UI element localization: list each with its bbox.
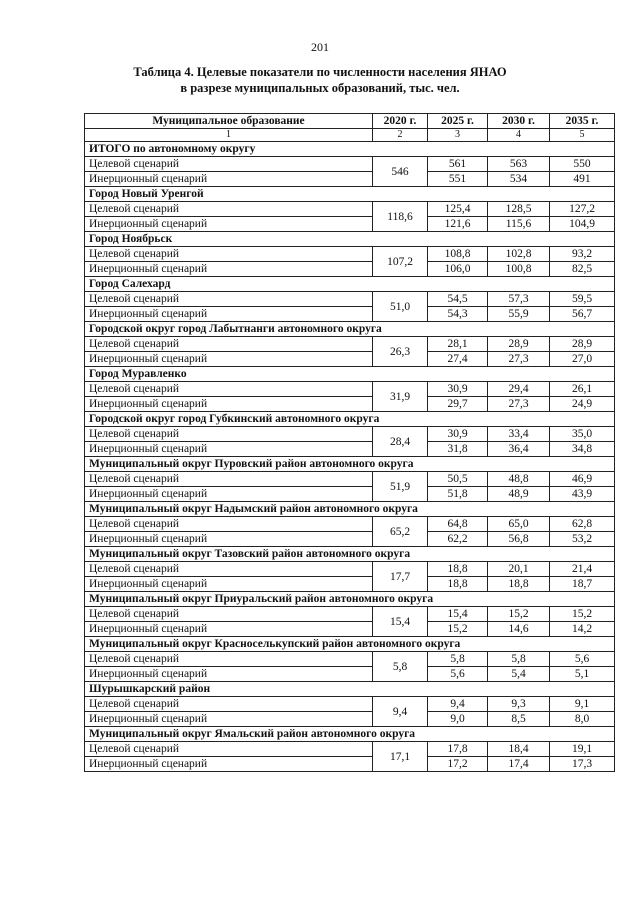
value-2025: 29,7 [428, 397, 488, 412]
section-row [85, 682, 615, 697]
value-2025: 62,2 [428, 532, 488, 547]
value-2030: 115,6 [488, 217, 550, 232]
value-2025: 64,8 [428, 517, 488, 532]
value-2035: 491 [550, 172, 615, 187]
value-2035: 14,2 [550, 622, 615, 637]
value-2020: 17,7 [373, 562, 428, 592]
value-2025: 108,8 [428, 247, 488, 262]
target-scenario-row [85, 472, 615, 487]
value-2025: 27,4 [428, 352, 488, 367]
value-2030: 8,5 [488, 712, 550, 727]
value-2035: 35,0 [550, 427, 615, 442]
value-2035: 17,3 [550, 757, 615, 772]
value-2020: 118,6 [373, 202, 428, 232]
section-name: Город Муравленко [85, 367, 615, 382]
value-2035: 53,2 [550, 532, 615, 547]
value-2030: 33,4 [488, 427, 550, 442]
column-number: 5 [550, 129, 615, 142]
scenario-label: Инерционный сценарий [85, 307, 373, 322]
value-2030: 18,4 [488, 742, 550, 757]
value-2025: 551 [428, 172, 488, 187]
value-2030: 28,9 [488, 337, 550, 352]
section-row [85, 457, 615, 472]
scenario-label: Инерционный сценарий [85, 352, 373, 367]
value-2035: 9,1 [550, 697, 615, 712]
value-2025: 31,8 [428, 442, 488, 457]
value-2025: 15,4 [428, 607, 488, 622]
section-name: Город Ноябрьск [85, 232, 615, 247]
section-name: Городской округ город Губкинский автономного округа [85, 412, 615, 427]
page-number: 201 [311, 40, 329, 54]
inertial-scenario-row [85, 622, 615, 637]
scenario-label: Целевой сценарий [85, 337, 373, 352]
section-name: ИТОГО по автономному округу [85, 142, 615, 157]
inertial-scenario-row [85, 442, 615, 457]
column-number: 3 [428, 129, 488, 142]
value-2035: 34,8 [550, 442, 615, 457]
inertial-scenario-row [85, 217, 615, 232]
column-number: 2 [373, 129, 428, 142]
value-2035: 24,9 [550, 397, 615, 412]
table-title-line-2: в разрезе муниципальных образований, тыс. чел. [180, 81, 460, 95]
target-scenario-row [85, 697, 615, 712]
header-municipality: Муниципальное образование [85, 114, 373, 129]
section-name: Муниципальный округ Ямальский район автономного округа [85, 727, 615, 742]
value-2035: 104,9 [550, 217, 615, 232]
scenario-label: Целевой сценарий [85, 382, 373, 397]
value-2035: 56,7 [550, 307, 615, 322]
inertial-scenario-row [85, 397, 615, 412]
target-scenario-row [85, 652, 615, 667]
value-2025: 9,4 [428, 697, 488, 712]
scenario-label: Инерционный сценарий [85, 397, 373, 412]
value-2030: 57,3 [488, 292, 550, 307]
section-row [85, 727, 615, 742]
inertial-scenario-row [85, 307, 615, 322]
scenario-label: Инерционный сценарий [85, 217, 373, 232]
scenario-label: Инерционный сценарий [85, 262, 373, 277]
inertial-scenario-row [85, 352, 615, 367]
scenario-label: Целевой сценарий [85, 652, 373, 667]
value-2030: 100,8 [488, 262, 550, 277]
value-2020: 107,2 [373, 247, 428, 277]
value-2025: 54,5 [428, 292, 488, 307]
value-2035: 26,1 [550, 382, 615, 397]
inertial-scenario-row [85, 532, 615, 547]
value-2020: 9,4 [373, 697, 428, 727]
section-name: Городской округ город Лабытнанги автономного округа [85, 322, 615, 337]
value-2030: 9,3 [488, 697, 550, 712]
section-name: Город Новый Уренгой [85, 187, 615, 202]
value-2035: 550 [550, 157, 615, 172]
value-2035: 82,5 [550, 262, 615, 277]
inertial-scenario-row [85, 577, 615, 592]
value-2030: 27,3 [488, 352, 550, 367]
target-scenario-row [85, 202, 615, 217]
value-2030: 20,1 [488, 562, 550, 577]
inertial-scenario-row [85, 712, 615, 727]
section-row [85, 187, 615, 202]
scenario-label: Целевой сценарий [85, 562, 373, 577]
section-name: Муниципальный округ Надымский район автономного округа [85, 502, 615, 517]
value-2025: 30,9 [428, 427, 488, 442]
value-2035: 62,8 [550, 517, 615, 532]
scenario-label: Целевой сценарий [85, 247, 373, 262]
value-2025: 561 [428, 157, 488, 172]
inertial-scenario-row [85, 172, 615, 187]
target-scenario-row [85, 337, 615, 352]
scenario-label: Инерционный сценарий [85, 757, 373, 772]
section-row [85, 502, 615, 517]
value-2035: 28,9 [550, 337, 615, 352]
target-scenario-row [85, 247, 615, 262]
value-2025: 5,8 [428, 652, 488, 667]
inertial-scenario-row [85, 667, 615, 682]
section-name: Город Салехард [85, 277, 615, 292]
target-scenario-row [85, 292, 615, 307]
section-row [85, 142, 615, 157]
value-2020: 51,0 [373, 292, 428, 322]
value-2020: 17,1 [373, 742, 428, 772]
scenario-label: Целевой сценарий [85, 202, 373, 217]
section-row [85, 367, 615, 382]
section-name: Муниципальный округ Красноселькупский район автономного округа [85, 637, 615, 652]
target-scenario-row [85, 607, 615, 622]
value-2025: 50,5 [428, 472, 488, 487]
value-2025: 5,6 [428, 667, 488, 682]
value-2030: 102,8 [488, 247, 550, 262]
population-table-container [84, 113, 614, 772]
scenario-label: Целевой сценарий [85, 517, 373, 532]
section-row [85, 547, 615, 562]
section-row [85, 592, 615, 607]
scenario-label: Целевой сценарий [85, 157, 373, 172]
scenario-label: Инерционный сценарий [85, 487, 373, 502]
value-2025: 106,0 [428, 262, 488, 277]
table-body [85, 142, 615, 772]
target-scenario-row [85, 157, 615, 172]
value-2035: 46,9 [550, 472, 615, 487]
scenario-label: Инерционный сценарий [85, 667, 373, 682]
value-2030: 65,0 [488, 517, 550, 532]
value-2025: 18,8 [428, 562, 488, 577]
value-2025: 28,1 [428, 337, 488, 352]
target-scenario-row [85, 427, 615, 442]
scenario-label: Целевой сценарий [85, 427, 373, 442]
value-2025: 54,3 [428, 307, 488, 322]
value-2025: 15,2 [428, 622, 488, 637]
section-row [85, 637, 615, 652]
value-2035: 27,0 [550, 352, 615, 367]
section-row [85, 322, 615, 337]
value-2035: 5,1 [550, 667, 615, 682]
column-number-row [85, 129, 615, 142]
table-title [0, 64, 640, 96]
scenario-label: Целевой сценарий [85, 742, 373, 757]
value-2020: 5,8 [373, 652, 428, 682]
value-2025: 17,2 [428, 757, 488, 772]
value-2030: 27,3 [488, 397, 550, 412]
value-2030: 29,4 [488, 382, 550, 397]
value-2030: 5,4 [488, 667, 550, 682]
value-2030: 14,6 [488, 622, 550, 637]
header-2030: 2030 г. [488, 114, 550, 129]
header-2020: 2020 г. [373, 114, 428, 129]
section-name: Муниципальный округ Пуровский район автономного округа [85, 457, 615, 472]
value-2030: 18,8 [488, 577, 550, 592]
section-name: Муниципальный округ Приуральский район автономного округа [85, 592, 615, 607]
value-2035: 5,6 [550, 652, 615, 667]
header-row [85, 114, 615, 129]
value-2035: 93,2 [550, 247, 615, 262]
section-name: Муниципальный округ Тазовский район автономного округа [85, 547, 615, 562]
value-2025: 30,9 [428, 382, 488, 397]
value-2035: 8,0 [550, 712, 615, 727]
value-2025: 125,4 [428, 202, 488, 217]
value-2030: 55,9 [488, 307, 550, 322]
value-2035: 59,5 [550, 292, 615, 307]
value-2030: 534 [488, 172, 550, 187]
inertial-scenario-row [85, 487, 615, 502]
column-number: 4 [488, 129, 550, 142]
value-2025: 51,8 [428, 487, 488, 502]
value-2030: 48,8 [488, 472, 550, 487]
value-2020: 15,4 [373, 607, 428, 637]
value-2030: 56,8 [488, 532, 550, 547]
value-2020: 546 [373, 157, 428, 187]
section-row [85, 412, 615, 427]
value-2030: 128,5 [488, 202, 550, 217]
population-table [84, 113, 615, 772]
section-name: Шурышкарский район [85, 682, 615, 697]
value-2030: 36,4 [488, 442, 550, 457]
table-title-line-1: Таблица 4. Целевые показатели по численности населения ЯНАО [133, 65, 507, 79]
value-2020: 26,3 [373, 337, 428, 367]
value-2025: 17,8 [428, 742, 488, 757]
value-2020: 28,4 [373, 427, 428, 457]
value-2035: 21,4 [550, 562, 615, 577]
header-2025: 2025 г. [428, 114, 488, 129]
target-scenario-row [85, 742, 615, 757]
target-scenario-row [85, 382, 615, 397]
scenario-label: Инерционный сценарий [85, 712, 373, 727]
column-number: 1 [85, 129, 373, 142]
value-2035: 15,2 [550, 607, 615, 622]
value-2035: 18,7 [550, 577, 615, 592]
section-row [85, 277, 615, 292]
scenario-label: Инерционный сценарий [85, 532, 373, 547]
value-2030: 5,8 [488, 652, 550, 667]
inertial-scenario-row [85, 757, 615, 772]
value-2030: 563 [488, 157, 550, 172]
section-row [85, 232, 615, 247]
scenario-label: Целевой сценарий [85, 292, 373, 307]
value-2030: 48,9 [488, 487, 550, 502]
inertial-scenario-row [85, 262, 615, 277]
value-2020: 51,9 [373, 472, 428, 502]
value-2030: 17,4 [488, 757, 550, 772]
value-2030: 15,2 [488, 607, 550, 622]
target-scenario-row [85, 517, 615, 532]
header-2035: 2035 г. [550, 114, 615, 129]
value-2020: 31,9 [373, 382, 428, 412]
scenario-label: Инерционный сценарий [85, 442, 373, 457]
value-2035: 19,1 [550, 742, 615, 757]
value-2025: 18,8 [428, 577, 488, 592]
scenario-label: Целевой сценарий [85, 697, 373, 712]
value-2020: 65,2 [373, 517, 428, 547]
scenario-label: Целевой сценарий [85, 472, 373, 487]
value-2035: 127,2 [550, 202, 615, 217]
scenario-label: Инерционный сценарий [85, 172, 373, 187]
value-2025: 9,0 [428, 712, 488, 727]
value-2035: 43,9 [550, 487, 615, 502]
scenario-label: Инерционный сценарий [85, 622, 373, 637]
value-2025: 121,6 [428, 217, 488, 232]
scenario-label: Целевой сценарий [85, 607, 373, 622]
target-scenario-row [85, 562, 615, 577]
scenario-label: Инерционный сценарий [85, 577, 373, 592]
